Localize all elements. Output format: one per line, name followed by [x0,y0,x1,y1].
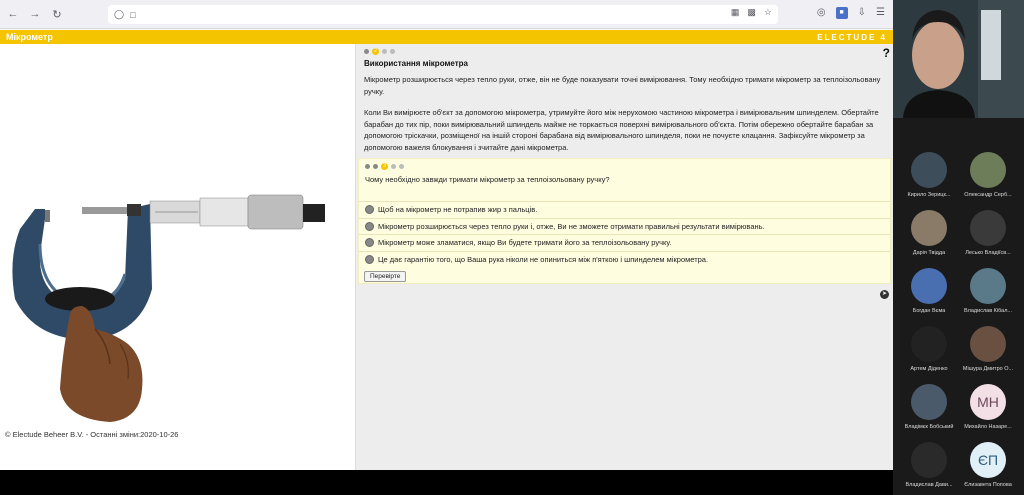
step-dot[interactable] [382,49,387,54]
brand-logo: ELECTUDE 4 [817,32,887,42]
participant-tile[interactable]: Мішура Дмитро О... [957,326,1019,372]
paragraph-1: Мікрометр розширюється через тепло руки, отже, він не буде показувати точні вимірювання. Тому необхідно тримати мікрометр за теплоізольовану ручку. [364,75,881,96]
lesson-text-pane [355,44,893,470]
participant-tile[interactable]: МН Михайло Назаре... [957,384,1019,430]
avatar [970,152,1006,188]
quiz-step-indicator [365,163,890,170]
browser-toolbar [0,0,893,29]
participant-tile[interactable]: Владімєк Бобський [898,384,960,430]
app-header [0,30,893,44]
participant-tile[interactable]: Дарія Твідда [898,210,960,256]
step-indicator [364,48,884,55]
bottom-bar [0,470,893,495]
micrometer-illustration-pane [0,44,355,470]
lock-icon: □ [130,9,136,20]
translate-icon[interactable]: ▩ [747,7,756,17]
avatar [911,326,947,362]
extension-icon[interactable]: ■ [836,7,848,19]
avatar [911,210,947,246]
speaker-video-frame [893,0,1024,118]
quiz-panel [358,158,891,284]
speaker-video [893,0,1024,118]
avatar [970,268,1006,304]
step-dot[interactable] [364,49,369,54]
shield-icon: ◯ [114,9,125,19]
radio-icon[interactable] [365,255,374,264]
quiz-option[interactable]: Мікрометр розширюється через тепло руки і, отже, Ви не зможете отримати правильні результати вимірювань. [359,218,890,235]
menu-icon[interactable]: ☰ [876,7,885,18]
paragraph-2: Коли Ви вимірюєте об'єкт за допомогою мікрометра, утримуйте його між нерухомою частиною мікрометра і вимірювальним шпинделем. Обертайте барабан до тих пір, поки вимірювальний шпиндель майже не торкається поверхні вимірювального об'єкта. Потім обережно обертайте барабан за допомогою тріскачки, розміщеної на іншій стороні барабана від вимірювального шпинделя, поки не почуєте клацання. Зафіксуйте мікрометр за допомогою важеля блокування і зчитайте дані мікрометра. [364,108,879,152]
section-title: Використання мікрометра [364,59,468,68]
step-dot[interactable] [391,164,396,169]
app-title: Мікрометр [6,32,53,42]
avatar [911,268,947,304]
star-icon[interactable]: ☆ [763,7,772,17]
radio-icon[interactable] [365,238,374,247]
reload-icon[interactable]: ↻ [52,8,62,21]
avatar [970,210,1006,246]
address-bar[interactable] [108,5,778,24]
participant-tile[interactable]: Владислав Кібал... [957,268,1019,314]
step-dot[interactable] [390,49,395,54]
avatar: МН [970,384,1006,420]
step-dot-active[interactable]: 3 [381,163,388,170]
avatar [911,442,947,478]
quiz-question: Чому необхідно завжди тримати мікрометр за теплоізольовану ручку? [365,175,610,184]
avatar [970,326,1006,362]
radio-icon[interactable] [365,205,374,214]
micrometer-illustration [0,44,355,424]
participant-tile[interactable]: ЄП Єлизавета Попова [957,442,1019,488]
quiz-option[interactable]: Щоб на мікрометр не потрапив жир з пальців. [359,201,890,218]
avatar: ЄП [970,442,1006,478]
participant-tile[interactable]: Владислав Дави... [898,442,960,488]
pocket-icon[interactable]: ◎ [816,7,826,18]
avatar [911,384,947,420]
step-dot[interactable] [399,164,404,169]
back-icon[interactable]: ← [7,8,19,20]
reader-icon[interactable]: ▦ [730,7,740,17]
participant-tile[interactable]: Лесько Владіїсв... [957,210,1019,256]
lesson-text [364,48,884,153]
copyright-text: © Electude Beheer B.V. - Останні зміни:2020-10-26 [5,430,179,439]
forward-icon[interactable]: → [29,8,41,20]
radio-icon[interactable] [365,222,374,231]
download-icon[interactable]: ⇩ [857,7,867,18]
video-call-sidebar [893,0,1024,495]
avatar [911,152,947,188]
step-dot-active[interactable]: 2 [372,48,379,55]
quiz-option[interactable]: Мікрометр може зламатися, якщо Ви будете тримати його за теплоізольовану ручку. [359,234,890,251]
check-button[interactable]: Перевірте [364,271,406,282]
participant-tile[interactable]: Кирило Зерицк... [898,152,960,198]
participant-tile[interactable]: Богдан Вєма [898,268,960,314]
participant-tile[interactable]: Артем Діденко [898,326,960,372]
quiz-options [359,201,890,267]
lesson-content [0,44,893,470]
participant-tile[interactable]: Олександр Серб... [957,152,1019,198]
step-dot[interactable] [365,164,370,169]
help-icon[interactable]: ? [882,46,890,60]
next-arrow-icon[interactable]: ➤ [881,291,888,297]
quiz-option[interactable]: Це дає гарантію того, що Ваша рука ніколи не опиниться між п'яткою і шпинделем мікрометра. [359,251,890,268]
step-dot[interactable] [373,164,378,169]
